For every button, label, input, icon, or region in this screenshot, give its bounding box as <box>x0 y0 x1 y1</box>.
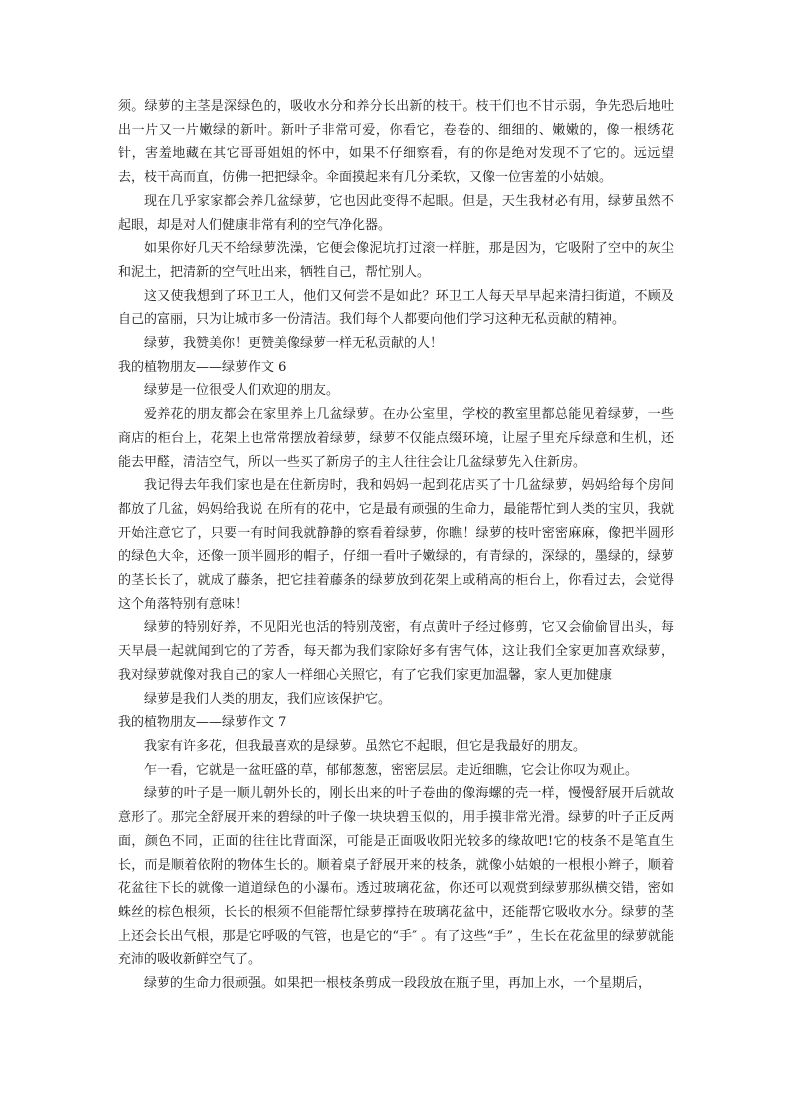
essay-6-title: 我的植物朋友——绿萝作文 6 <box>118 359 287 375</box>
paragraph: 绿萝的特别好养，不见阳光也活的特别茂密，有点黄叶子经过修剪，它又会偷偷冒出头，每天早晨一起就闻到它的了芳香，每天都为我们家除好多有害气体，这让我们全家更加喜欢绿萝，我对绿萝就像对我自己的家人一样细心关照它，有了它我们家更加温馨，家人更加健康 <box>118 620 674 683</box>
paragraph: 乍一看，它就是一盆旺盛的草，郁郁葱葱，密密层层。走近细瞧，它会让你叹为观止。 <box>144 762 639 778</box>
essay-7-title: 我的植物朋友——绿萝作文 7 <box>118 715 287 731</box>
paragraph: 绿萝的生命力很顽强。如果把一根枝条剪成一段段放在瓶子里，再加上水，一个星期后， <box>144 976 652 992</box>
paragraph: 如果你好几天不给绿萝洗澡，它便会像泥坑打过滚一样脏，那是因为，它吸附了空中的灰尘和泥土，把清新的空气吐出来，牺牲自己，帮忙别人。 <box>118 241 674 280</box>
paragraph: 爱养花的朋友都会在家里养上几盆绿萝。在办公室里，学校的教室里都总能见着绿萝，一些商店的柜台上，花架上也常常摆放着绿萝，绿萝不仅能点缀环境，让屋子里充斥绿意和生机，还能去甲醛，清洁空气，所以一些买了新房子的主人往往会让几盆绿萝先入住新房。 <box>118 407 674 470</box>
paragraph: 这又使我想到了环卫工人，他们又何尝不是如此？环卫工人每天早早起来清扫街道，不顾及自己的富丽，只为让城市多一份清洁。我们每个人都要向他们学习这种无私贡献的精神。 <box>118 288 674 328</box>
paragraph: 绿萝的叶子是一顺儿朝外长的，刚长出来的叶子卷曲的像海螺的壳一样，慢慢舒展开后就故意形了。那完全舒展开来的碧绿的叶子像一块块碧玉似的，用手摸非常光滑。绿萝的叶子正反两面，颜色不同，正面的往往比背面深，可能是正面吸收阳光较多的缘故吧!它的枝条不是笔直生长，而是顺着依附的物体生长的。顺着桌子舒展开来的枝条，就像小姑娘的一根根小辫子，顺着花盆往下长的就像一道道绿色的小瀑布。透过玻璃花盆，你还可以观赏到绿萝那纵横交错，密如蛛丝的棕色根须，长长的根须不但能帮忙绿萝撑持在玻璃花盆中，还能帮它吸收水分。绿萝的茎上还会长出气根，那是它呼吸的气管，也是它的“手″ 。有了这些“手” ，生长在花盆里的绿萝就能充沛的吸收新鲜空气了。 <box>118 786 674 968</box>
document-page <box>118 95 674 996</box>
paragraph: 绿萝是我们人类的朋友，我们应该保护它。 <box>144 691 392 707</box>
paragraph: 绿萝是一位很受人们欢迎的朋友。 <box>144 383 340 399</box>
paragraph: 现在几乎家家都会养几盆绿萝，它也因此变得不起眼。但是，天生我材必有用，绿萝虽然不起眼，却是对人们健康非常有利的空气净化器。 <box>118 193 674 233</box>
paragraph: 我记得去年我们家也是在住新房时，我和妈妈一起到花店买了十几盆绿萝，妈妈给每个房间都放了几盆，妈妈给我说 在所有的花中，它是最有顽强的生命力，最能帮忙到人类的宝贝，我就开始注意它了，只要一有时间我就静静的察看着绿萝，你瞧！绿萝的枝叶密密麻麻，像把半圆形的绿色大伞，还像一顶半圆形的帽子，仔细一看叶子嫩绿的，有青绿的，深绿的，墨绿的，绿萝的茎长长了，就成了藤条，把它挂着藤条的绿萝放到花架上或稍高的柜台上，你看过去，会觉得这个角落特别有意味！ <box>118 478 674 612</box>
paragraph: 我家有许多花，但我最喜欢的是绿萝。虽然它不起眼，但它是我最好的朋友。 <box>144 738 587 754</box>
paragraph: 绿萝，我赞美你！更赞美像绿萝一样无私贡献的人！ <box>144 336 444 352</box>
paragraph-continued: 须。绿萝的主茎是深绿色的，吸收水分和养分长出新的枝干。枝干们也不甘示弱，争先恐后地吐出一片又一片嫩绿的新叶。新叶子非常可爱，你看它，卷卷的、细细的、嫩嫩的，像一根绣花针，害羞地藏在其它哥哥姐姐的怀中，如果不仔细察看，有的你是绝对发现不了它的。远远望去，枝干高而直，仿佛一把把绿伞。伞面摸起来有几分柔软，又像一位害羞的小姑娘。 <box>118 99 674 186</box>
